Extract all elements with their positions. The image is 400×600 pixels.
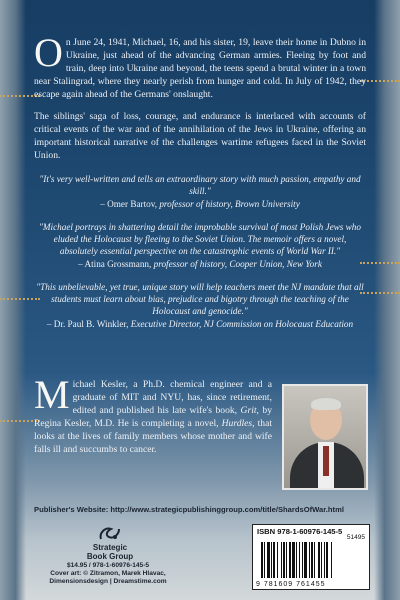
chain-decoration — [360, 262, 400, 270]
publisher-website: Publisher's Website: http://www.strategicpublishinggroup.com/title/ShardsOfWar.html — [34, 505, 344, 514]
review-attribution: – Atina Grossmann, professor of history, Cooper Union, New York — [78, 259, 322, 269]
review-quote: "This unbelievable, yet true, unique story will help teachers meet the NJ mandate that all students must learn about bias, prejudice and bigotry through the teaching of the Holocaust and genocide." — [36, 282, 364, 316]
chain-decoration — [360, 80, 400, 88]
publisher-name: Book Group — [86, 552, 134, 561]
author-bio-section — [34, 372, 368, 456]
publisher-logo-icon — [97, 523, 123, 543]
price-and-credits — [38, 562, 178, 586]
review-attribution: – Omer Bartov, professor of history, Brown University — [100, 199, 300, 209]
price-code: 51495 — [346, 534, 365, 541]
drop-cap: M — [34, 372, 70, 417]
review-quote: "Michael portrays in shattering detail the improbable survival of most Polish Jews who eluded the Holocaust by fleeing to the Soviet Union. The memoir offers a novel, absolutely essential perspective on the catastrophic events of World War II." — [39, 222, 361, 256]
review-attribution: – Dr. Paul B. Winkler, Executive Director, NJ Commission on Holocaust Education — [46, 319, 354, 329]
book-title: Hurdles — [221, 418, 253, 429]
drop-cap: O — [34, 30, 63, 75]
right-edge — [374, 0, 400, 600]
back-cover-text — [34, 30, 366, 330]
author-photo — [282, 384, 368, 490]
barcode — [252, 524, 370, 590]
review-quote: "It's very well-written and tells an extraordinary story with much passion, empathy and skill." — [39, 174, 361, 196]
price-isbn: $14.95 / 978-1-60976-145-5 — [66, 562, 150, 569]
cover-credit: Cover art: © Zitramon, Marek Hlavac, — [50, 570, 166, 577]
publisher-name: Strategic — [92, 543, 128, 552]
chain-decoration — [360, 292, 400, 300]
book-title: Grit — [240, 405, 257, 416]
synopsis-paragraph-1 — [34, 30, 366, 101]
publisher-logo — [60, 523, 160, 561]
barcode-bars — [261, 542, 363, 578]
author-bio: M ichael Kesler, a Ph.D. chemical engineer and a graduate of MIT and NYU, has, since retirement, edited and published his late wife's book, Grit, by Regina Kesler, M.D. He is completing a novel, Hurdles, that looks at the lives of family members whose mother and wife falls ill and succumbs to cancer. — [34, 372, 273, 455]
isbn-digits: 9 781609 761455 — [256, 581, 326, 588]
synopsis-text: n June 24, 1941, Michael, 16, and his sister, 19, leave their home in Dubno in Ukraine, just ahead of the advancing German armies. Fleeing by foot and train, deep into Ukraine and beyond, the teens spend a brutal winter in a town near Stalingrad, where they nearly perish from hunger and cold. In July of 1942, they escape again ahead of the Germans' onslaught. — [34, 37, 366, 100]
isbn-label: ISBN 978-1-60976-145-5 — [257, 527, 343, 536]
synopsis-paragraph-2: The siblings' saga of loss, courage, and endurance is interlaced with accounts of critical events of the war and of the annihilation of the Jews in Ukraine, offering an important historical narrative of the challenges wartime refugees faced in the Soviet Union. — [34, 111, 366, 161]
cover-credit: Dimensionsdesign | Dreamstime.com — [49, 578, 167, 585]
